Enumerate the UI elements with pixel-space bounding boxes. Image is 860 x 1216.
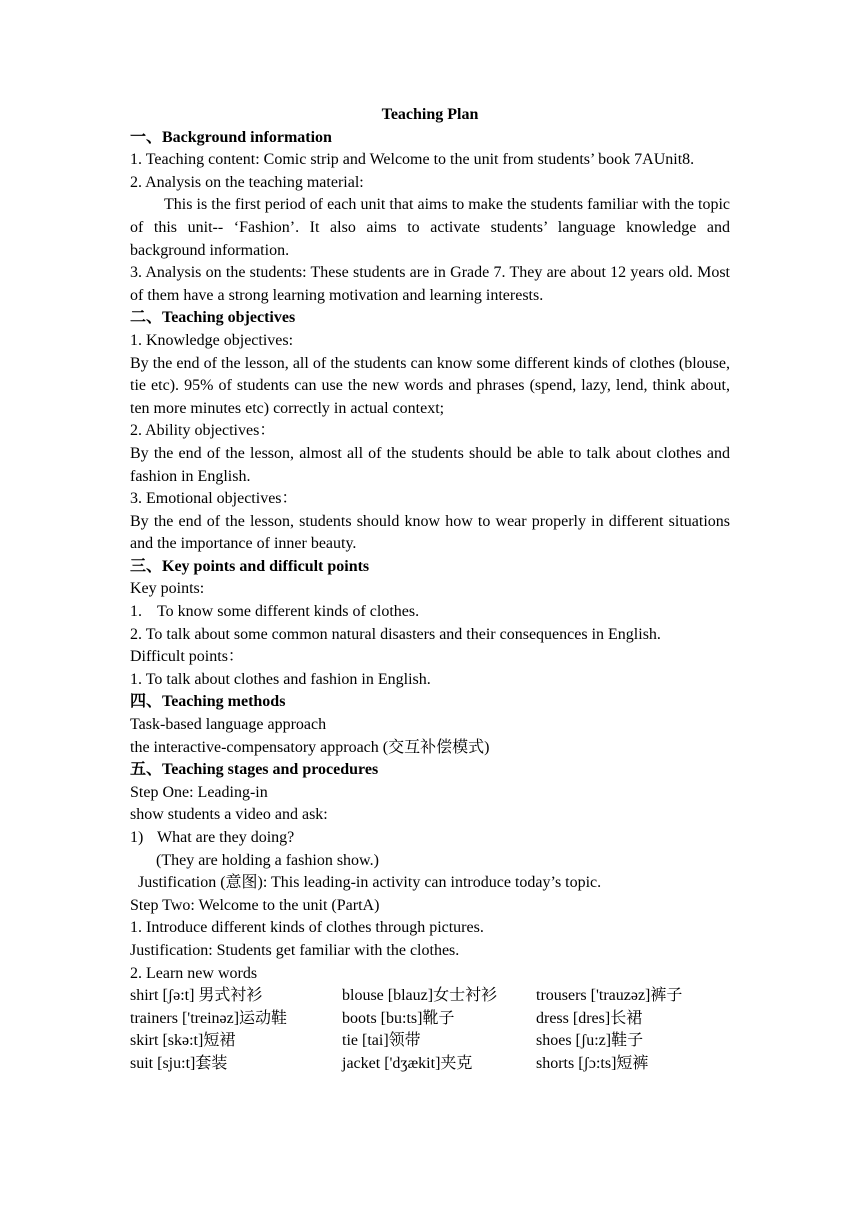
material-analysis-label: 2. Analysis on the teaching material: xyxy=(130,173,364,191)
vocab-entry: trousers ['trauzəz]裤子 xyxy=(536,987,683,1005)
section-heading-procedures: 五、Teaching stages and procedures xyxy=(130,761,379,779)
key-point-number: 1. xyxy=(130,603,142,621)
vocab-entry: tie [tai]领带 xyxy=(342,1032,421,1050)
student-analysis-paragraph: 3. Analysis on the students: These students are in Grade 7. They are about 12 years old. Most of them have a strong learning motivation and learning interests. xyxy=(130,264,730,304)
section-heading-key-points: 三、Key points and difficult points xyxy=(130,557,370,575)
vocab-row xyxy=(130,1008,730,1031)
material-analysis-paragraph: This is the first period of each unit that aims to make the students familiar with the topic of this unit-- ‘Fashion’. It also aims to activate students’ language knowledge and background information. xyxy=(130,196,730,259)
key-points-label: Key points: xyxy=(130,580,205,598)
vocab-row xyxy=(130,1030,730,1053)
section-heading-objectives: 二、Teaching objectives xyxy=(130,309,296,327)
difficult-points-label: Difficult points： xyxy=(130,648,244,666)
section-heading-background: 一、Background information xyxy=(130,128,332,146)
method-item: Task-based language approach xyxy=(130,716,327,734)
vocab-row xyxy=(130,985,730,1008)
teaching-content-paragraph: 1. Teaching content: Comic strip and Welcome to the unit from students’ book 7AUnit8. xyxy=(130,151,695,169)
key-point-item: 2. To talk about some common natural disasters and their consequences in English. xyxy=(130,625,661,643)
document-page xyxy=(130,104,730,1076)
justification-text: Justification (意图): This leading-in activity can introduce today’s topic. xyxy=(138,874,602,892)
vocab-row xyxy=(130,1053,730,1076)
question-number: 1) xyxy=(130,829,144,846)
knowledge-objectives-label: 1. Knowledge objectives: xyxy=(130,331,294,349)
question-item xyxy=(130,827,730,850)
ability-objectives-paragraph: By the end of the lesson, almost all of the students should be able to talk about clothes and fashion in English. xyxy=(130,444,730,485)
method-item: the interactive-compensatory approach (交互补偿模式) xyxy=(130,738,490,756)
ability-objectives-label: 2. Ability objectives： xyxy=(130,422,276,440)
question-text: What are they doing? xyxy=(157,829,295,846)
document-title: Teaching Plan xyxy=(381,106,479,123)
vocab-entry: jacket ['dʒækit]夹克 xyxy=(342,1054,473,1072)
step-one-instruction: show students a video and ask: xyxy=(130,806,328,824)
vocab-entry: blouse [blauz]女士衬衫 xyxy=(342,987,498,1005)
vocab-entry: suit [sju:t]套装 xyxy=(130,1054,228,1072)
step-one-label: Step One: Leading-in xyxy=(130,783,268,801)
vocab-entry: dress [dres]长裙 xyxy=(536,1009,643,1027)
emotional-objectives-label: 3. Emotional objectives： xyxy=(130,490,298,508)
key-point-text: To know some different kinds of clothes. xyxy=(157,603,420,621)
knowledge-objectives-paragraph: By the end of the lesson, all of the students can know some different kinds of clothes (blouse, tie etc). 95% of students can use the new words and phrases (spend, lazy, lend, think about, ten more minutes etc) correctly in actual context; xyxy=(130,354,730,417)
section-heading-methods: 四、Teaching methods xyxy=(130,693,286,711)
difficult-point-item: 1. To talk about clothes and fashion in English. xyxy=(130,670,431,688)
vocab-entry: boots [bu:ts]靴子 xyxy=(342,1009,455,1027)
step-two-item: 2. Learn new words xyxy=(130,964,258,982)
justification-text: Justification: Students get familiar with the clothes. xyxy=(130,941,460,959)
vocab-entry: trainers ['treinəz]运动鞋 xyxy=(130,1009,288,1027)
emotional-objectives-paragraph: By the end of the lesson, students should know how to wear properly in different situations and the importance of inner beauty. xyxy=(130,512,730,553)
key-point-item xyxy=(130,601,730,624)
vocab-entry: skirt [skə:t]短裙 xyxy=(130,1032,236,1050)
step-two-item: 1. Introduce different kinds of clothes through pictures. xyxy=(130,919,484,937)
question-answer: (They are holding a fashion show.) xyxy=(156,851,379,869)
vocab-entry: shorts [ʃɔ:ts]短裤 xyxy=(536,1054,649,1072)
step-two-label: Step Two: Welcome to the unit (PartA) xyxy=(130,896,380,914)
vocab-entry: shirt [ʃə:t] 男式衬衫 xyxy=(130,987,263,1005)
vocab-entry: shoes [ʃu:z]鞋子 xyxy=(536,1032,644,1050)
